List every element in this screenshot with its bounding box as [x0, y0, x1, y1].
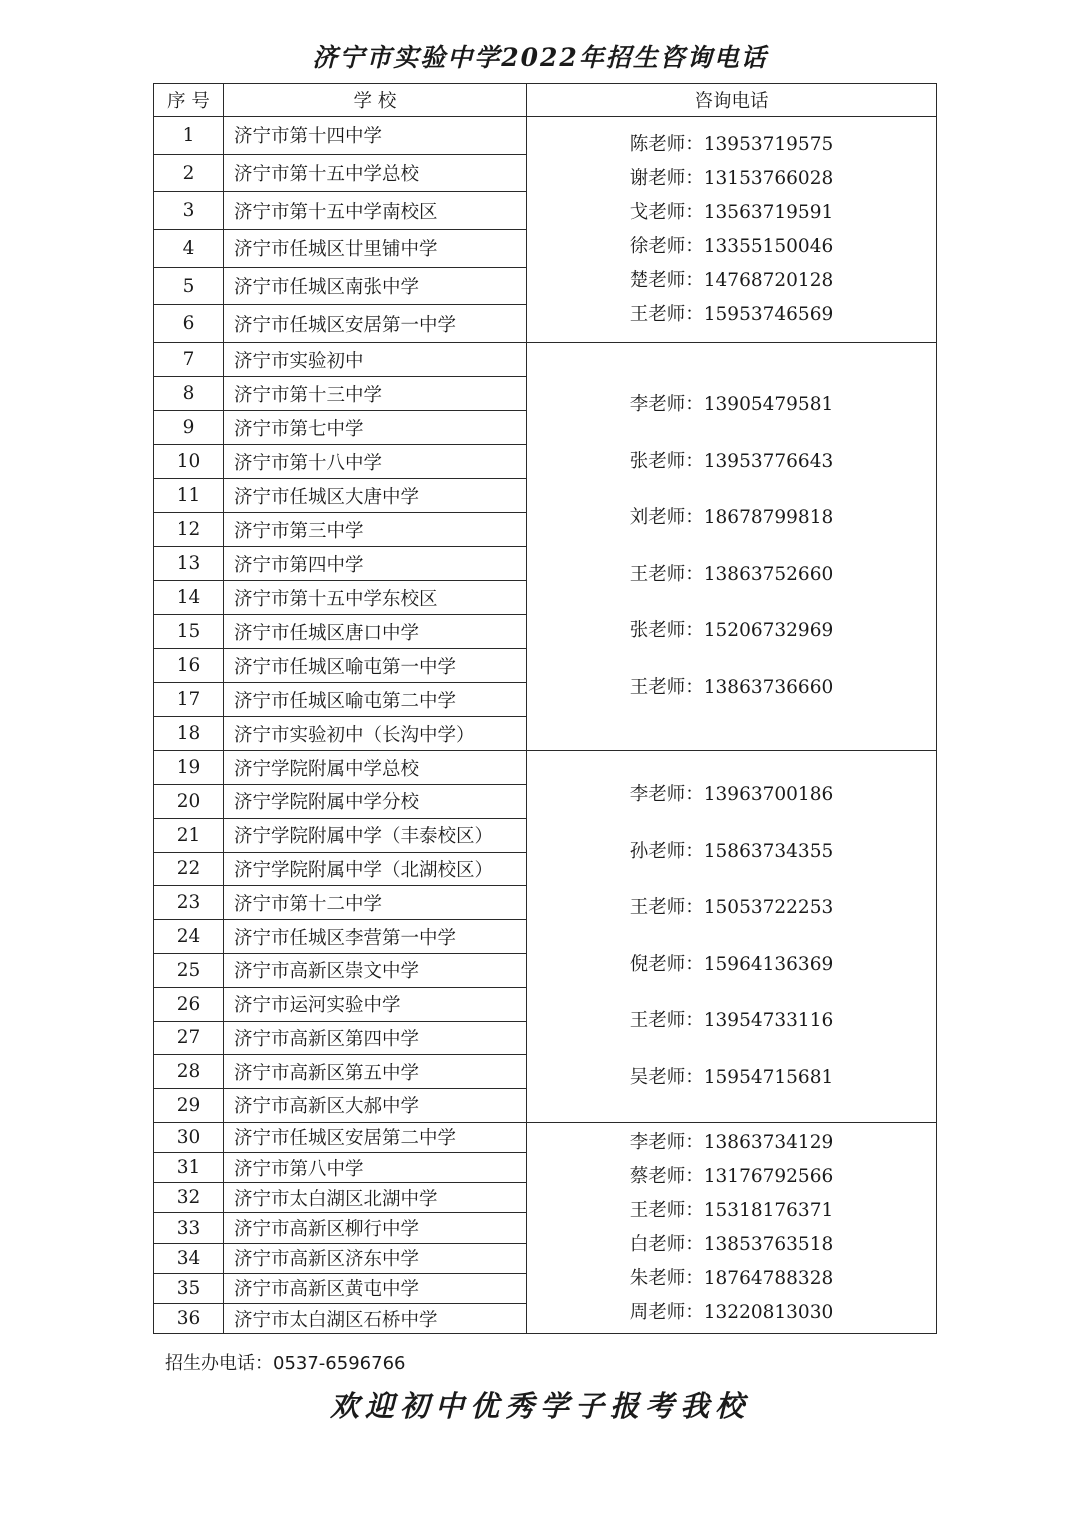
row-number: 12 [154, 513, 224, 547]
contact-line [630, 603, 834, 660]
row-number: 25 [154, 953, 224, 987]
row-number: 5 [154, 267, 224, 305]
contact-line [630, 1160, 834, 1194]
row-number: 9 [154, 411, 224, 445]
contact-group [527, 1122, 937, 1333]
school-name: 济宁市任城区唐口中学 [224, 615, 527, 649]
office-phone: 招生办电话：0537-6596766 [165, 1353, 406, 1374]
school-name: 济宁市第十五中学东校区 [224, 581, 527, 615]
row-number: 14 [154, 581, 224, 615]
school-name: 济宁市太白湖区北湖中学 [224, 1183, 527, 1213]
school-name: 济宁学院附属中学总校 [224, 751, 527, 785]
contact-list [527, 1126, 936, 1330]
contact-phone: 13863734129 [703, 1132, 834, 1154]
header-school: 学 校 [224, 84, 527, 117]
contact-line [630, 993, 834, 1050]
row-number: 2 [154, 154, 224, 192]
contact-name: 陈老师： [629, 133, 704, 155]
school-name: 济宁学院附属中学（丰泰校区） [224, 818, 527, 852]
row-number: 19 [154, 751, 224, 785]
row-number: 33 [154, 1213, 224, 1243]
school-name: 济宁市第十八中学 [224, 445, 527, 479]
contact-name: 张老师： [629, 620, 704, 642]
school-name: 济宁市任城区安居第二中学 [224, 1122, 527, 1152]
row-number: 10 [154, 445, 224, 479]
header-num: 序 号 [154, 84, 224, 117]
contact-phone: 13176792566 [703, 1166, 834, 1188]
contact-phone: 13853763518 [703, 1234, 834, 1256]
row-number: 34 [154, 1243, 224, 1273]
school-name: 济宁市高新区崇文中学 [224, 953, 527, 987]
contact-line [630, 377, 834, 434]
contact-name: 白老师： [629, 1234, 704, 1256]
school-name: 济宁学院附属中学分校 [224, 784, 527, 818]
school-name: 济宁市高新区第五中学 [224, 1055, 527, 1089]
contact-phone: 13863736660 [703, 676, 834, 698]
contact-line [630, 660, 834, 717]
row-number: 3 [154, 192, 224, 230]
row-number: 7 [154, 343, 224, 377]
contact-phone: 15954715681 [703, 1066, 834, 1088]
contact-phone: 13963700186 [703, 784, 834, 805]
row-number: 11 [154, 479, 224, 513]
contact-name: 张老师： [629, 450, 704, 472]
contact-phone: 13905479581 [703, 394, 834, 416]
school-name: 济宁市高新区济东中学 [224, 1243, 527, 1273]
contact-line [630, 1194, 834, 1228]
contact-phone: 13355150046 [703, 235, 834, 257]
school-name: 济宁市第四中学 [224, 547, 527, 581]
school-name: 济宁市实验初中（长沟中学） [224, 717, 527, 751]
contact-name: 戈老师： [629, 201, 704, 223]
school-name: 济宁市任城区廿里铺中学 [224, 230, 527, 268]
contact-group [527, 343, 937, 751]
contact-table [153, 83, 937, 1334]
contact-line [630, 1126, 834, 1160]
contact-line [630, 1050, 834, 1107]
contact-line [630, 1296, 834, 1330]
school-name: 济宁市第十二中学 [224, 886, 527, 920]
row-number: 8 [154, 377, 224, 411]
contact-phone: 13563719591 [703, 201, 834, 223]
school-name: 济宁市第十五中学南校区 [224, 192, 527, 230]
contact-phone: 14768720128 [703, 269, 834, 291]
contact-line [630, 128, 834, 162]
contact-phone: 13220813030 [703, 1302, 834, 1324]
contact-phone: 15206732969 [703, 620, 834, 642]
row-number: 1 [154, 117, 224, 155]
contact-phone: 18764788328 [703, 1268, 834, 1290]
contact-name: 徐老师： [629, 235, 704, 257]
row-number: 6 [154, 305, 224, 343]
contact-line [630, 230, 834, 264]
contact-phone: 13153766028 [703, 167, 834, 189]
school-name: 济宁市任城区南张中学 [224, 267, 527, 305]
school-name: 济宁市任城区李营第一中学 [224, 920, 527, 954]
school-name: 济宁市第八中学 [224, 1153, 527, 1183]
contact-name: 倪老师： [629, 953, 704, 975]
contact-name: 朱老师： [629, 1268, 704, 1290]
contact-phone: 15053722253 [703, 897, 834, 918]
contact-list [527, 377, 936, 716]
contact-phone: 15964136369 [703, 953, 834, 975]
contact-name: 王老师： [629, 676, 704, 698]
row-number: 23 [154, 886, 224, 920]
contact-phone: 13953776643 [703, 450, 834, 472]
contact-name: 王老师： [629, 1010, 704, 1031]
contact-name: 吴老师： [629, 1066, 704, 1088]
school-name: 济宁市任城区安居第一中学 [224, 305, 527, 343]
row-number: 20 [154, 784, 224, 818]
contact-phone: 15863734355 [703, 840, 834, 862]
school-name: 济宁市运河实验中学 [224, 987, 527, 1021]
contact-line [630, 196, 834, 230]
contact-line [630, 937, 834, 994]
header-phone: 咨询电话 [527, 84, 937, 117]
contact-phone: 15318176371 [703, 1200, 834, 1222]
row-number: 31 [154, 1153, 224, 1183]
row-number: 4 [154, 230, 224, 268]
school-name: 济宁市高新区柳行中学 [224, 1213, 527, 1243]
school-name: 济宁市太白湖区石桥中学 [224, 1304, 527, 1334]
row-number: 16 [154, 649, 224, 683]
school-name: 济宁市高新区第四中学 [224, 1021, 527, 1055]
school-name: 济宁市第七中学 [224, 411, 527, 445]
contact-line [630, 434, 834, 491]
table-body [154, 117, 937, 1334]
row-number: 28 [154, 1055, 224, 1089]
school-name: 济宁市第十四中学 [224, 117, 527, 155]
row-number: 22 [154, 852, 224, 886]
school-name: 济宁市任城区喻屯第一中学 [224, 649, 527, 683]
row-number: 30 [154, 1122, 224, 1152]
contact-name: 王老师： [629, 563, 704, 585]
school-name: 济宁市实验初中 [224, 343, 527, 377]
row-number: 35 [154, 1273, 224, 1303]
slogan: 欢迎初中优秀学子报考我校 [329, 1389, 750, 1423]
row-number: 32 [154, 1183, 224, 1213]
contact-line [630, 264, 834, 298]
school-name: 济宁市高新区大郝中学 [224, 1089, 527, 1123]
contact-group [527, 117, 937, 343]
contact-line [630, 880, 834, 937]
row-number: 24 [154, 920, 224, 954]
school-name: 济宁学院附属中学（北湖校区） [224, 852, 527, 886]
page-title: 济宁市实验中学2022年招生咨询电话 [312, 43, 768, 72]
contact-name: 蔡老师： [629, 1166, 704, 1188]
contact-name: 李老师： [629, 1132, 704, 1154]
contact-line [630, 547, 834, 604]
row-number: 27 [154, 1021, 224, 1055]
table-row [154, 1122, 937, 1152]
school-name: 济宁市第三中学 [224, 513, 527, 547]
contact-list [527, 128, 936, 332]
row-number: 36 [154, 1304, 224, 1334]
contact-name: 王老师： [629, 897, 704, 918]
school-name: 济宁市第十五中学总校 [224, 154, 527, 192]
row-number: 13 [154, 547, 224, 581]
contact-name: 谢老师： [629, 167, 704, 189]
contact-line [630, 1262, 834, 1296]
contact-name: 李老师： [629, 784, 704, 805]
school-name: 济宁市任城区大唐中学 [224, 479, 527, 513]
table-row [154, 343, 937, 377]
contact-name: 刘老师： [629, 507, 704, 529]
contact-line [630, 824, 834, 881]
contact-phone: 13953719575 [703, 133, 834, 155]
contact-name: 王老师： [629, 303, 704, 325]
contact-line [630, 162, 834, 196]
contact-name: 王老师： [629, 1200, 704, 1222]
contact-name: 李老师： [629, 394, 704, 416]
contact-name: 周老师： [629, 1302, 704, 1324]
row-number: 21 [154, 818, 224, 852]
school-name: 济宁市第十三中学 [224, 377, 527, 411]
row-number: 29 [154, 1089, 224, 1123]
table-row [154, 751, 937, 785]
contact-phone: 13863752660 [703, 563, 834, 585]
table-header-row [154, 84, 937, 117]
contact-line [630, 490, 834, 547]
row-number: 26 [154, 987, 224, 1021]
contact-line [630, 1228, 834, 1262]
table-row [154, 117, 937, 155]
school-name: 济宁市高新区黄屯中学 [224, 1273, 527, 1303]
contact-phone: 15953746569 [703, 303, 834, 325]
contact-phone: 18678799818 [703, 507, 834, 529]
contact-group [527, 751, 937, 1123]
contact-phone: 13954733116 [703, 1010, 834, 1031]
contact-list [527, 767, 936, 1106]
row-number: 18 [154, 717, 224, 751]
contact-line [630, 767, 834, 824]
contact-line [630, 298, 834, 332]
school-name: 济宁市任城区喻屯第二中学 [224, 683, 527, 717]
contact-name: 楚老师： [629, 269, 704, 291]
row-number: 17 [154, 683, 224, 717]
row-number: 15 [154, 615, 224, 649]
contact-name: 孙老师： [629, 840, 704, 862]
